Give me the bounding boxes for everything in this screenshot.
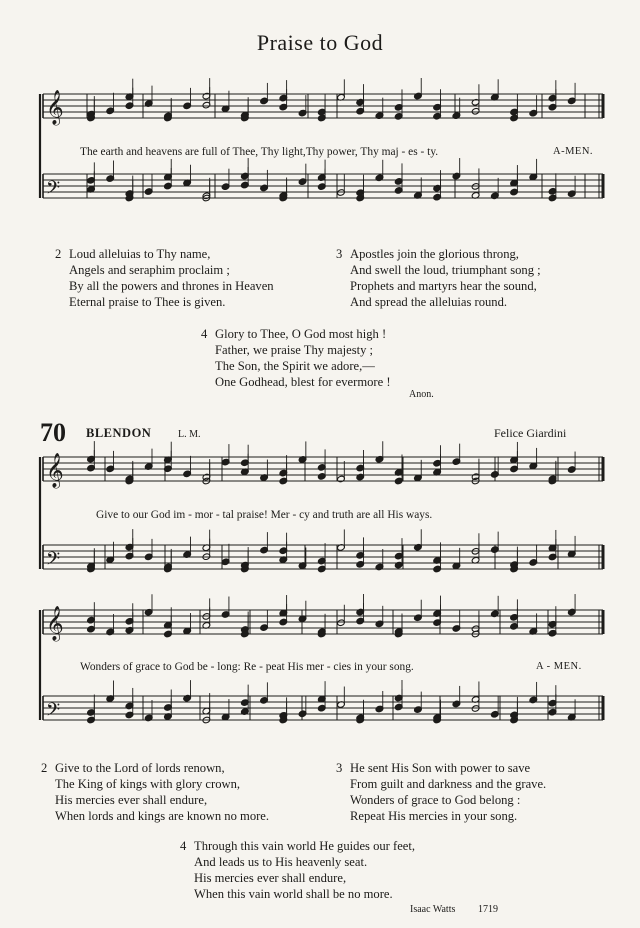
verse-line: His mercies ever shall endure, (55, 793, 208, 807)
clef: 𝄢 (46, 549, 61, 574)
verse-line: Repeat His mercies in your song. (350, 809, 518, 823)
hymn-number: 70 (40, 418, 66, 447)
verse-line: Give to the Lord of lords renown, (55, 761, 225, 775)
verse-2 (41, 760, 269, 824)
clef: 𝄢 (46, 700, 61, 725)
verse-line: Glory to Thee, O God most high ! (215, 327, 387, 341)
verse-3 (336, 246, 541, 310)
lyric-line: Give to our God im - mor - tal praise! Mer - cy and truth are all His ways. (96, 509, 433, 521)
author: Isaac Watts (410, 904, 456, 915)
composer: Felice Giardini (494, 426, 567, 440)
verse-line: Angels and seraphim proclaim ; (69, 263, 230, 277)
verse-number: 2 (55, 247, 62, 261)
verse-line: Through this vain world He guides our feet, (194, 839, 416, 853)
verse-line: And leads us to His heavenly seat. (194, 855, 368, 869)
verse-line: He sent His Son with power to save (350, 761, 531, 775)
clef: 𝄞 (46, 453, 64, 488)
verse-line: When this vain world shall be no more. (194, 887, 393, 901)
clef: 𝄢 (46, 178, 61, 203)
verse-line: From guilt and darkness and the grave. (350, 777, 547, 791)
verse-line: Wonders of grace to God belong : (350, 793, 521, 807)
verse-line: When lords and kings are known no more. (55, 809, 270, 823)
verse-line: And spread the alleluias round. (350, 295, 508, 309)
verse-number: 4 (201, 327, 208, 341)
year: 1719 (478, 904, 498, 915)
verse-line: By all the powers and thrones in Heaven (69, 279, 274, 293)
verse-line: And swell the loud, triumphant song ; (350, 263, 541, 277)
lyric-line: Wonders of grace to God be - long: Re - peat His mer - cies in your song. (80, 661, 414, 673)
lyric-line: The earth and heavens are full of Thee, Thy light,Thy power, Thy maj - es - ty. (80, 146, 439, 158)
verse-4 (201, 326, 391, 390)
clef: 𝄞 (46, 606, 64, 641)
clef: 𝄞 (46, 90, 64, 125)
verse-line: The Son, the Spirit we adore,— (215, 359, 375, 373)
verse-line: One Godhead, blest for evermore ! (215, 375, 391, 389)
verse-number: 4 (180, 839, 187, 853)
verse-number: 2 (41, 761, 48, 775)
amen-label: A-MEN. (553, 146, 594, 157)
verse-2 (55, 246, 274, 310)
tune-name: BLENDON (86, 426, 152, 440)
meter: L. M. (178, 429, 201, 440)
verse-line: Loud alleluias to Thy name, (69, 247, 211, 261)
verse-4 (180, 838, 415, 902)
attribution: Anon. (409, 389, 434, 400)
verse-3 (336, 760, 546, 824)
verse-line: Father, we praise Thy majesty ; (215, 343, 374, 357)
verse-line: Prophets and martyrs hear the sound, (350, 279, 537, 293)
verse-line: Eternal praise to Thee is given. (69, 295, 226, 309)
hymn-title: Praise to God (256, 30, 384, 55)
verse-number: 3 (336, 761, 343, 775)
verse-number: 3 (336, 247, 343, 261)
verse-line: Apostles join the glorious throng, (350, 247, 519, 261)
verse-line: His mercies ever shall endure, (194, 871, 347, 885)
amen-label: A - MEN. (536, 661, 582, 672)
verse-line: The King of kings with glory crown, (55, 777, 241, 791)
